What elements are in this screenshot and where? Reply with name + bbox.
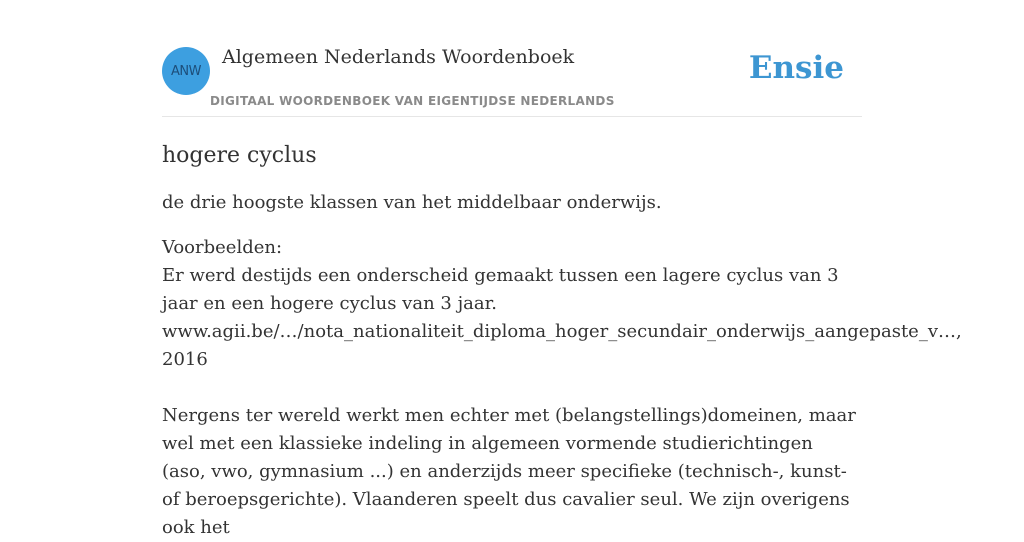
- definition: de drie hoogste klassen van het middelbaar onderwijs.: [162, 192, 662, 213]
- examples-label: Voorbeelden:: [162, 237, 283, 258]
- example-item: [162, 402, 862, 542]
- site-header: [162, 0, 862, 117]
- example-text: Nergens ter wereld werkt men echter met (belangstellings)domeinen, maar wel met een klassieke indeling in algemeen vormende studierichtingen (aso, vwo, gymnasium ...) en anderzijds meer specifieke (technisch-, kunst- of beroepsgerichte). Vlaanderen speelt dus cavalier seul. We zijn overigens ook het: [162, 405, 856, 538]
- entry-content: [162, 117, 962, 542]
- example-text: Er werd destijds een onderscheid gemaakt tussen een lagere cyclus van 3 jaar en een hogere cyclus van 3 jaar.: [162, 265, 839, 314]
- site-title[interactable]: Algemeen Nederlands Woordenboek: [222, 46, 575, 68]
- example-source: www.agii.be/…/nota_nationaliteit_diploma_hoger_secundair_onderwijs_aangepaste_v…,: [162, 321, 962, 342]
- example-year: 2016: [162, 349, 208, 370]
- example-item: [162, 262, 962, 374]
- ensie-brand-link[interactable]: Ensie: [748, 50, 844, 86]
- example-spacer: [162, 374, 862, 402]
- anw-logo[interactable]: ANW: [162, 47, 210, 95]
- site-subtitle: DIGITAAL WOORDENBOEK VAN EIGENTIJDSE NEDERLANDS: [210, 94, 615, 108]
- examples: [162, 234, 962, 542]
- headword: hogere cyclus: [162, 143, 317, 168]
- page: [162, 0, 962, 542]
